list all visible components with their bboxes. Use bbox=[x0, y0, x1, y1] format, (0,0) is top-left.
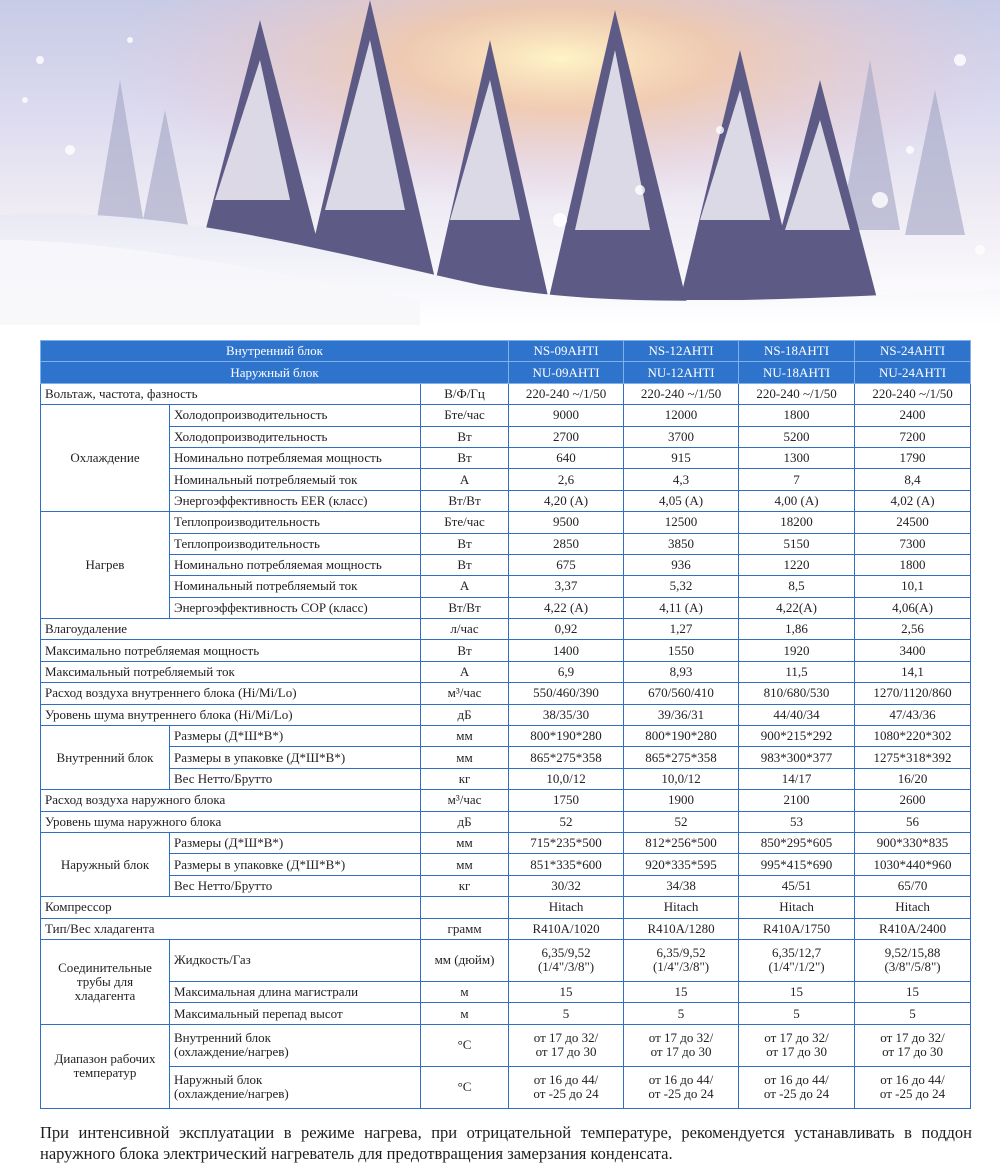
temp-value bbox=[624, 1024, 739, 1066]
row-value: Hitach bbox=[624, 897, 739, 918]
row-value: 10,0/12 bbox=[624, 768, 739, 789]
temp-line: от 17 до 32/ bbox=[764, 1030, 829, 1046]
row-value: R410A/1020 bbox=[509, 918, 624, 939]
row-value: 3850 bbox=[624, 533, 739, 554]
row-unit: Вт bbox=[421, 426, 509, 447]
row-label: Уровень шума внутреннего блока (Hi/Mi/Lo) bbox=[41, 704, 421, 725]
row-value: 15 bbox=[855, 981, 971, 1002]
table-row bbox=[41, 512, 971, 533]
row-value: 1030*440*960 bbox=[855, 854, 971, 875]
row-value: 1300 bbox=[739, 447, 855, 468]
header-row-outdoor bbox=[41, 362, 971, 383]
row-value: 550/460/390 bbox=[509, 683, 624, 704]
row-unit: А bbox=[421, 469, 509, 490]
row-value: 12000 bbox=[624, 405, 739, 426]
row-value: 2100 bbox=[739, 790, 855, 811]
row-label: Энергоэффективность EER (класс) bbox=[170, 490, 421, 511]
row-value: 2,56 bbox=[855, 619, 971, 640]
row-value: 24500 bbox=[855, 512, 971, 533]
row-value: 2700 bbox=[509, 426, 624, 447]
row-value: 920*335*595 bbox=[624, 854, 739, 875]
table-row bbox=[41, 811, 971, 832]
table-row bbox=[41, 854, 971, 875]
temp-line: от 16 до 44/ bbox=[880, 1072, 945, 1088]
row-label: Компрессор bbox=[41, 897, 421, 918]
pipe-inch: (3/8"/5/8") bbox=[884, 959, 941, 975]
group-outdoor-unit: Наружный блок bbox=[41, 832, 170, 896]
banner-winter-forest bbox=[0, 0, 1000, 325]
row-unit: м³/час bbox=[421, 790, 509, 811]
table-row bbox=[41, 704, 971, 725]
row-unit: дБ bbox=[421, 704, 509, 725]
table-row bbox=[41, 490, 971, 511]
row-label: Максимальный потребляемый ток bbox=[41, 661, 421, 682]
row-value: 2850 bbox=[509, 533, 624, 554]
indoor-model: NS-12AHTI bbox=[624, 341, 739, 362]
row-value: 915 bbox=[624, 447, 739, 468]
table-row bbox=[41, 469, 971, 490]
row-value: 4,11 (А) bbox=[624, 597, 739, 618]
row-value: 8,5 bbox=[739, 576, 855, 597]
row-value: 4,22(А) bbox=[739, 597, 855, 618]
row-label bbox=[170, 1024, 421, 1066]
pipe-value bbox=[739, 939, 855, 981]
pipe-inch: (1/4"/3/8") bbox=[652, 959, 710, 975]
row-value: 1790 bbox=[855, 447, 971, 468]
row-value: 45/51 bbox=[739, 875, 855, 896]
row-unit: мм (дюйм) bbox=[421, 939, 509, 981]
row-value: 9500 bbox=[509, 512, 624, 533]
row-value: 800*190*280 bbox=[509, 726, 624, 747]
table-row bbox=[41, 426, 971, 447]
table-row bbox=[41, 383, 971, 404]
temp-line: от -25 до 24 bbox=[879, 1086, 946, 1102]
row-unit: Бте/час bbox=[421, 512, 509, 533]
row-value: 15 bbox=[509, 981, 624, 1002]
row-value: R410A/2400 bbox=[855, 918, 971, 939]
row-label: Теплопроизводительность bbox=[170, 533, 421, 554]
row-unit bbox=[421, 897, 509, 918]
row-value: 1800 bbox=[855, 554, 971, 575]
pipe-mm: 6,35/9,52 bbox=[656, 945, 706, 961]
table-row bbox=[41, 576, 971, 597]
row-value: 30/32 bbox=[509, 875, 624, 896]
row-label: Вес Нетто/Брутто bbox=[170, 768, 421, 789]
outdoor-model: NU-12AHTI bbox=[624, 362, 739, 383]
temp-line: от -25 до 24 bbox=[648, 1086, 714, 1102]
row-value: 53 bbox=[739, 811, 855, 832]
outdoor-unit-header: Наружный блок bbox=[41, 362, 509, 383]
row-value: Hitach bbox=[739, 897, 855, 918]
row-value: 11,5 bbox=[739, 661, 855, 682]
pipe-inch: (1/4"/3/8") bbox=[537, 959, 595, 975]
table-row bbox=[41, 726, 971, 747]
row-value: 865*275*358 bbox=[509, 747, 624, 768]
row-label: Вольтаж, частота, фазность bbox=[41, 383, 421, 404]
table-row bbox=[41, 597, 971, 618]
temp-value bbox=[509, 1066, 624, 1108]
table-row bbox=[41, 619, 971, 640]
row-value: 10,1 bbox=[855, 576, 971, 597]
row-value: 810/680/530 bbox=[739, 683, 855, 704]
row-value: 6,9 bbox=[509, 661, 624, 682]
temp-line: от 17 до 30 bbox=[766, 1044, 827, 1060]
row-value: 5 bbox=[624, 1003, 739, 1024]
row-value: 4,00 (А) bbox=[739, 490, 855, 511]
temp-value bbox=[739, 1066, 855, 1108]
row-value: Hitach bbox=[509, 897, 624, 918]
row-value: 1550 bbox=[624, 640, 739, 661]
row-value: 5150 bbox=[739, 533, 855, 554]
temp-line: от 16 до 44/ bbox=[648, 1072, 714, 1088]
row-label: Номинальный потребляемый ток bbox=[170, 469, 421, 490]
temp-value bbox=[739, 1024, 855, 1066]
row-unit: А bbox=[421, 661, 509, 682]
temp-value bbox=[855, 1066, 971, 1108]
row-unit: кг bbox=[421, 768, 509, 789]
row-value: 0,92 bbox=[509, 619, 624, 640]
pipe-value bbox=[624, 939, 739, 981]
row-unit: Бте/час bbox=[421, 405, 509, 426]
row-label: Номинальный потребляемый ток bbox=[170, 576, 421, 597]
row-label: Расход воздуха внутреннего блока (Hi/Mi/Lo) bbox=[41, 683, 421, 704]
row-unit: грамм bbox=[421, 918, 509, 939]
table-row bbox=[41, 405, 971, 426]
row-value: 936 bbox=[624, 554, 739, 575]
row-value: Hitach bbox=[855, 897, 971, 918]
row-value: 220-240 ~/1/50 bbox=[624, 383, 739, 404]
row-unit: мм bbox=[421, 854, 509, 875]
row-value: 44/40/34 bbox=[739, 704, 855, 725]
temp-value bbox=[624, 1066, 739, 1108]
winter-forest-illustration bbox=[0, 0, 1000, 325]
row-value: 1900 bbox=[624, 790, 739, 811]
row-value: 65/70 bbox=[855, 875, 971, 896]
row-value: 38/35/30 bbox=[509, 704, 624, 725]
row-label: Жидкость/Газ bbox=[170, 939, 421, 981]
row-value: 14/17 bbox=[739, 768, 855, 789]
row-value: 5 bbox=[739, 1003, 855, 1024]
table-row bbox=[41, 897, 971, 918]
temp-line: от -25 до 24 bbox=[763, 1086, 830, 1102]
row-unit: Вт bbox=[421, 640, 509, 661]
label-line: Внутренний блок bbox=[174, 1030, 271, 1046]
row-label: Холодопроизводительность bbox=[170, 405, 421, 426]
row-value: 3700 bbox=[624, 426, 739, 447]
table-row bbox=[41, 875, 971, 896]
row-value: 2,6 bbox=[509, 469, 624, 490]
row-value: 4,06(А) bbox=[855, 597, 971, 618]
row-unit: Вт/Вт bbox=[421, 490, 509, 511]
group-indoor-unit: Внутренний блок bbox=[41, 726, 170, 790]
row-value: 715*235*500 bbox=[509, 832, 624, 853]
table-row bbox=[41, 447, 971, 468]
row-value: 52 bbox=[509, 811, 624, 832]
indoor-unit-header: Внутренний блок bbox=[41, 341, 509, 362]
row-value: 675 bbox=[509, 554, 624, 575]
specifications-table bbox=[40, 340, 971, 1109]
table-row bbox=[41, 832, 971, 853]
row-unit: °С bbox=[421, 1024, 509, 1066]
row-value: 5 bbox=[855, 1003, 971, 1024]
row-value: 56 bbox=[855, 811, 971, 832]
temp-value bbox=[855, 1024, 971, 1066]
row-value: 2400 bbox=[855, 405, 971, 426]
row-label: Размеры в упаковке (Д*Ш*В*) bbox=[170, 854, 421, 875]
row-value: 18200 bbox=[739, 512, 855, 533]
row-value: 1275*318*392 bbox=[855, 747, 971, 768]
row-unit: м bbox=[421, 981, 509, 1002]
row-value: 9000 bbox=[509, 405, 624, 426]
footnote: При интенсивной эксплуатации в режиме нагрева, при отрицательной температуре, рекомендуется устанавливать в поддон наружного блока электрический нагреватель для предотвращения замерзания конденсата. bbox=[40, 1123, 972, 1163]
table-row bbox=[41, 554, 971, 575]
pipe-mm: 6,35/12,7 bbox=[771, 945, 822, 961]
row-unit: Вт bbox=[421, 533, 509, 554]
row-value: 14,1 bbox=[855, 661, 971, 682]
row-label: Размеры в упаковке (Д*Ш*В*) bbox=[170, 747, 421, 768]
row-value: 3400 bbox=[855, 640, 971, 661]
row-label: Максимально потребляемая мощность bbox=[41, 640, 421, 661]
table-row bbox=[41, 1066, 971, 1108]
indoor-model: NS-09AHTI bbox=[509, 341, 624, 362]
row-value: 2600 bbox=[855, 790, 971, 811]
row-value: 3,37 bbox=[509, 576, 624, 597]
row-value: 983*300*377 bbox=[739, 747, 855, 768]
row-label: Номинально потребляемая мощность bbox=[170, 447, 421, 468]
row-label: Размеры (Д*Ш*В*) bbox=[170, 726, 421, 747]
row-value: 4,20 (А) bbox=[509, 490, 624, 511]
outdoor-model: NU-24AHTI bbox=[855, 362, 971, 383]
row-label: Теплопроизводительность bbox=[170, 512, 421, 533]
row-value: 670/560/410 bbox=[624, 683, 739, 704]
row-value: 39/36/31 bbox=[624, 704, 739, 725]
row-label: Уровень шума наружного блока bbox=[41, 811, 421, 832]
row-unit: м³/час bbox=[421, 683, 509, 704]
row-value: 15 bbox=[739, 981, 855, 1002]
row-label: Максимальный перепад высот bbox=[170, 1003, 421, 1024]
row-value: 1400 bbox=[509, 640, 624, 661]
row-label: Влагоудаление bbox=[41, 619, 421, 640]
temp-line: от 17 до 32/ bbox=[880, 1030, 945, 1046]
row-value: 1080*220*302 bbox=[855, 726, 971, 747]
temp-line: от -25 до 24 bbox=[533, 1086, 599, 1102]
temp-value bbox=[509, 1024, 624, 1066]
table-row bbox=[41, 918, 971, 939]
group-temp-range: Диапазон рабочих температур bbox=[41, 1024, 170, 1108]
row-value: 12500 bbox=[624, 512, 739, 533]
table-row bbox=[41, 1024, 971, 1066]
row-value: 800*190*280 bbox=[624, 726, 739, 747]
pipe-inch: (1/4"/1/2") bbox=[768, 959, 825, 975]
label-line: (охлаждение/нагрев) bbox=[174, 1086, 289, 1102]
table-row bbox=[41, 1003, 971, 1024]
row-unit: кг bbox=[421, 875, 509, 896]
label-line: (охлаждение/нагрев) bbox=[174, 1044, 289, 1060]
row-value: 4,22 (А) bbox=[509, 597, 624, 618]
row-value: 7 bbox=[739, 469, 855, 490]
row-value: 995*415*690 bbox=[739, 854, 855, 875]
temp-line: от 17 до 32/ bbox=[648, 1030, 714, 1046]
row-value: 1270/1120/860 bbox=[855, 683, 971, 704]
row-label: Номинально потребляемая мощность bbox=[170, 554, 421, 575]
row-value: R410A/1750 bbox=[739, 918, 855, 939]
row-label: Максимальная длина магистрали bbox=[170, 981, 421, 1002]
row-value: 4,05 (А) bbox=[624, 490, 739, 511]
row-value: 5200 bbox=[739, 426, 855, 447]
row-value: 52 bbox=[624, 811, 739, 832]
row-value: 220-240 ~/1/50 bbox=[509, 383, 624, 404]
temp-line: от 16 до 44/ bbox=[533, 1072, 599, 1088]
temp-line: от 17 до 30 bbox=[882, 1044, 943, 1060]
row-value: 34/38 bbox=[624, 875, 739, 896]
row-value: 900*215*292 bbox=[739, 726, 855, 747]
row-value: 4,02 (А) bbox=[855, 490, 971, 511]
row-value: 1750 bbox=[509, 790, 624, 811]
row-unit: °С bbox=[421, 1066, 509, 1108]
table-row bbox=[41, 533, 971, 554]
table-row bbox=[41, 790, 971, 811]
row-unit: А bbox=[421, 576, 509, 597]
temp-line: от 17 до 30 bbox=[650, 1044, 712, 1060]
row-value: 5,32 bbox=[624, 576, 739, 597]
row-label: Размеры (Д*Ш*В*) bbox=[170, 832, 421, 853]
pipe-mm: 6,35/9,52 bbox=[541, 945, 591, 961]
row-value: 851*335*600 bbox=[509, 854, 624, 875]
row-value: 865*275*358 bbox=[624, 747, 739, 768]
row-value: 8,93 bbox=[624, 661, 739, 682]
row-value: 47/43/36 bbox=[855, 704, 971, 725]
row-value: 16/20 bbox=[855, 768, 971, 789]
row-unit: Вт bbox=[421, 447, 509, 468]
row-value: R410A/1280 bbox=[624, 918, 739, 939]
temp-line: от 16 до 44/ bbox=[764, 1072, 829, 1088]
row-value: 1920 bbox=[739, 640, 855, 661]
row-unit: мм bbox=[421, 747, 509, 768]
row-value: 8,4 bbox=[855, 469, 971, 490]
table-row bbox=[41, 661, 971, 682]
row-label bbox=[170, 1066, 421, 1108]
row-value: 812*256*500 bbox=[624, 832, 739, 853]
group-pipes: Соединительные трубы для хладагента bbox=[41, 939, 170, 1024]
row-value: 1,27 bbox=[624, 619, 739, 640]
table-row bbox=[41, 981, 971, 1002]
label-line: Наружный блок bbox=[174, 1072, 263, 1088]
row-label: Тип/Вес хладагента bbox=[41, 918, 421, 939]
table-row bbox=[41, 683, 971, 704]
outdoor-model: NU-09AHTI bbox=[509, 362, 624, 383]
pipe-value bbox=[509, 939, 624, 981]
pipe-mm: 9,52/15,88 bbox=[884, 945, 941, 961]
row-unit: мм bbox=[421, 726, 509, 747]
row-value: 7300 bbox=[855, 533, 971, 554]
row-value: 5 bbox=[509, 1003, 624, 1024]
indoor-model: NS-24AHTI bbox=[855, 341, 971, 362]
group-heating: Нагрев bbox=[41, 512, 170, 619]
header-row-indoor bbox=[41, 341, 971, 362]
row-value: 1,86 bbox=[739, 619, 855, 640]
group-cooling: Охлаждение bbox=[41, 405, 170, 512]
row-unit: Вт/Вт bbox=[421, 597, 509, 618]
row-value: 4,3 bbox=[624, 469, 739, 490]
row-label: Вес Нетто/Брутто bbox=[170, 875, 421, 896]
row-unit: В/Ф/Гц bbox=[421, 383, 509, 404]
temp-line: от 17 до 30 bbox=[535, 1044, 597, 1060]
row-value: 220-240 ~/1/50 bbox=[739, 383, 855, 404]
row-unit: дБ bbox=[421, 811, 509, 832]
pipe-value bbox=[855, 939, 971, 981]
row-value: 640 bbox=[509, 447, 624, 468]
row-label: Расход воздуха наружного блока bbox=[41, 790, 421, 811]
row-value: 10,0/12 bbox=[509, 768, 624, 789]
temp-line: от 17 до 32/ bbox=[533, 1030, 599, 1046]
row-unit: л/час bbox=[421, 619, 509, 640]
row-label: Холодопроизводительность bbox=[170, 426, 421, 447]
row-label: Энергоэффективность COP (класс) bbox=[170, 597, 421, 618]
indoor-model: NS-18AHTI bbox=[739, 341, 855, 362]
row-value: 220-240 ~/1/50 bbox=[855, 383, 971, 404]
row-unit: м bbox=[421, 1003, 509, 1024]
table-row bbox=[41, 640, 971, 661]
table-row bbox=[41, 768, 971, 789]
row-unit: Вт bbox=[421, 554, 509, 575]
table-row bbox=[41, 939, 971, 981]
row-value: 7200 bbox=[855, 426, 971, 447]
row-unit: мм bbox=[421, 832, 509, 853]
row-value: 1800 bbox=[739, 405, 855, 426]
row-value: 900*330*835 bbox=[855, 832, 971, 853]
table-row bbox=[41, 747, 971, 768]
outdoor-model: NU-18AHTI bbox=[739, 362, 855, 383]
row-value: 15 bbox=[624, 981, 739, 1002]
row-value: 1220 bbox=[739, 554, 855, 575]
row-value: 850*295*605 bbox=[739, 832, 855, 853]
